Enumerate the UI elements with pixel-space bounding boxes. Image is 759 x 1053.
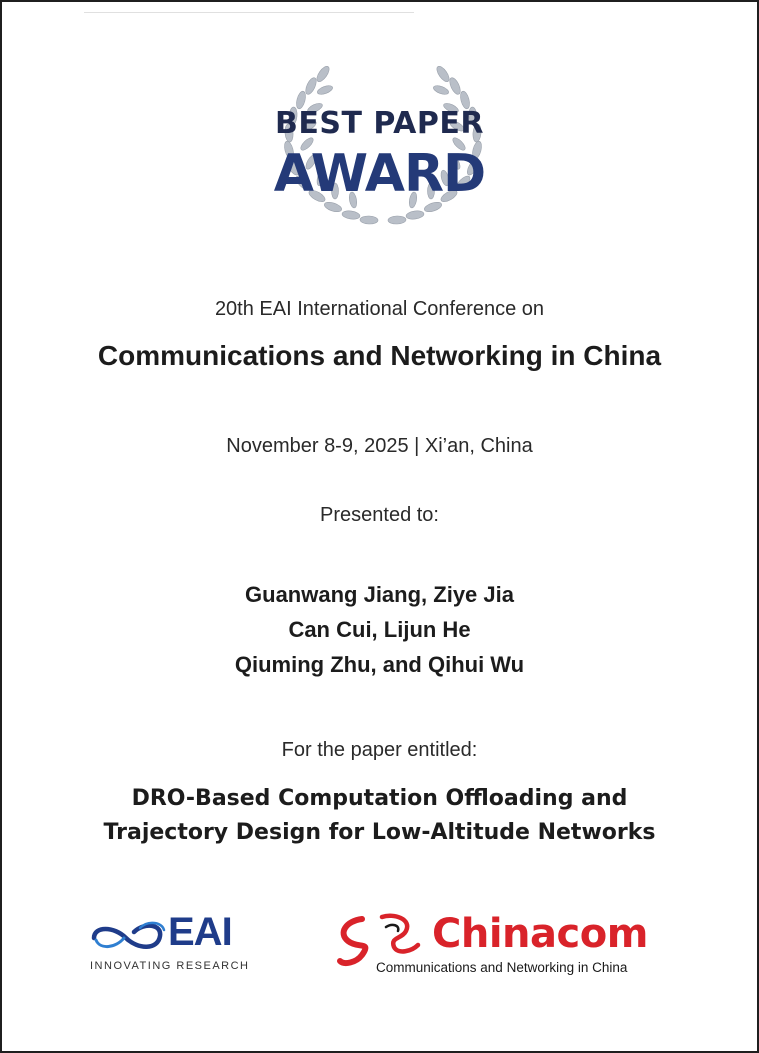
conference-name: Communications and Networking in China bbox=[97, 340, 662, 371]
chinacom-wordmark: Chinacom bbox=[432, 911, 648, 957]
chinacom-logo bbox=[332, 907, 702, 987]
authors-block bbox=[2, 577, 757, 682]
chinacom-subtitle: Communications and Networking in China bbox=[376, 960, 628, 975]
conference-intro: 20th EAI International Conference on bbox=[214, 298, 545, 320]
top-rule bbox=[84, 12, 414, 13]
eai-wordmark: EAI bbox=[168, 910, 232, 954]
paper-label: For the paper entitled: bbox=[281, 739, 478, 761]
presented-label: Presented to: bbox=[320, 504, 439, 526]
paper-title-line: DRO-Based Computation Offloading and bbox=[131, 786, 628, 811]
date-location: November 8-9, 2025 | Xi’an, China bbox=[226, 435, 533, 457]
award-title: AWARD bbox=[273, 144, 486, 204]
award-heading: BEST PAPER bbox=[275, 106, 484, 141]
eai-logo bbox=[88, 910, 258, 976]
author-line: Can Cui, Lijun He bbox=[288, 617, 471, 642]
eai-infinity-icon bbox=[88, 916, 168, 956]
eai-tagline: INNOVATING RESEARCH bbox=[90, 960, 250, 972]
author-line: Qiuming Zhu, and Qihui Wu bbox=[234, 652, 525, 677]
author-line: Guanwang Jiang, Ziye Jia bbox=[245, 582, 514, 607]
paper-title bbox=[2, 782, 757, 850]
paper-title-line: Trajectory Design for Low-Altitude Networks bbox=[103, 820, 656, 845]
